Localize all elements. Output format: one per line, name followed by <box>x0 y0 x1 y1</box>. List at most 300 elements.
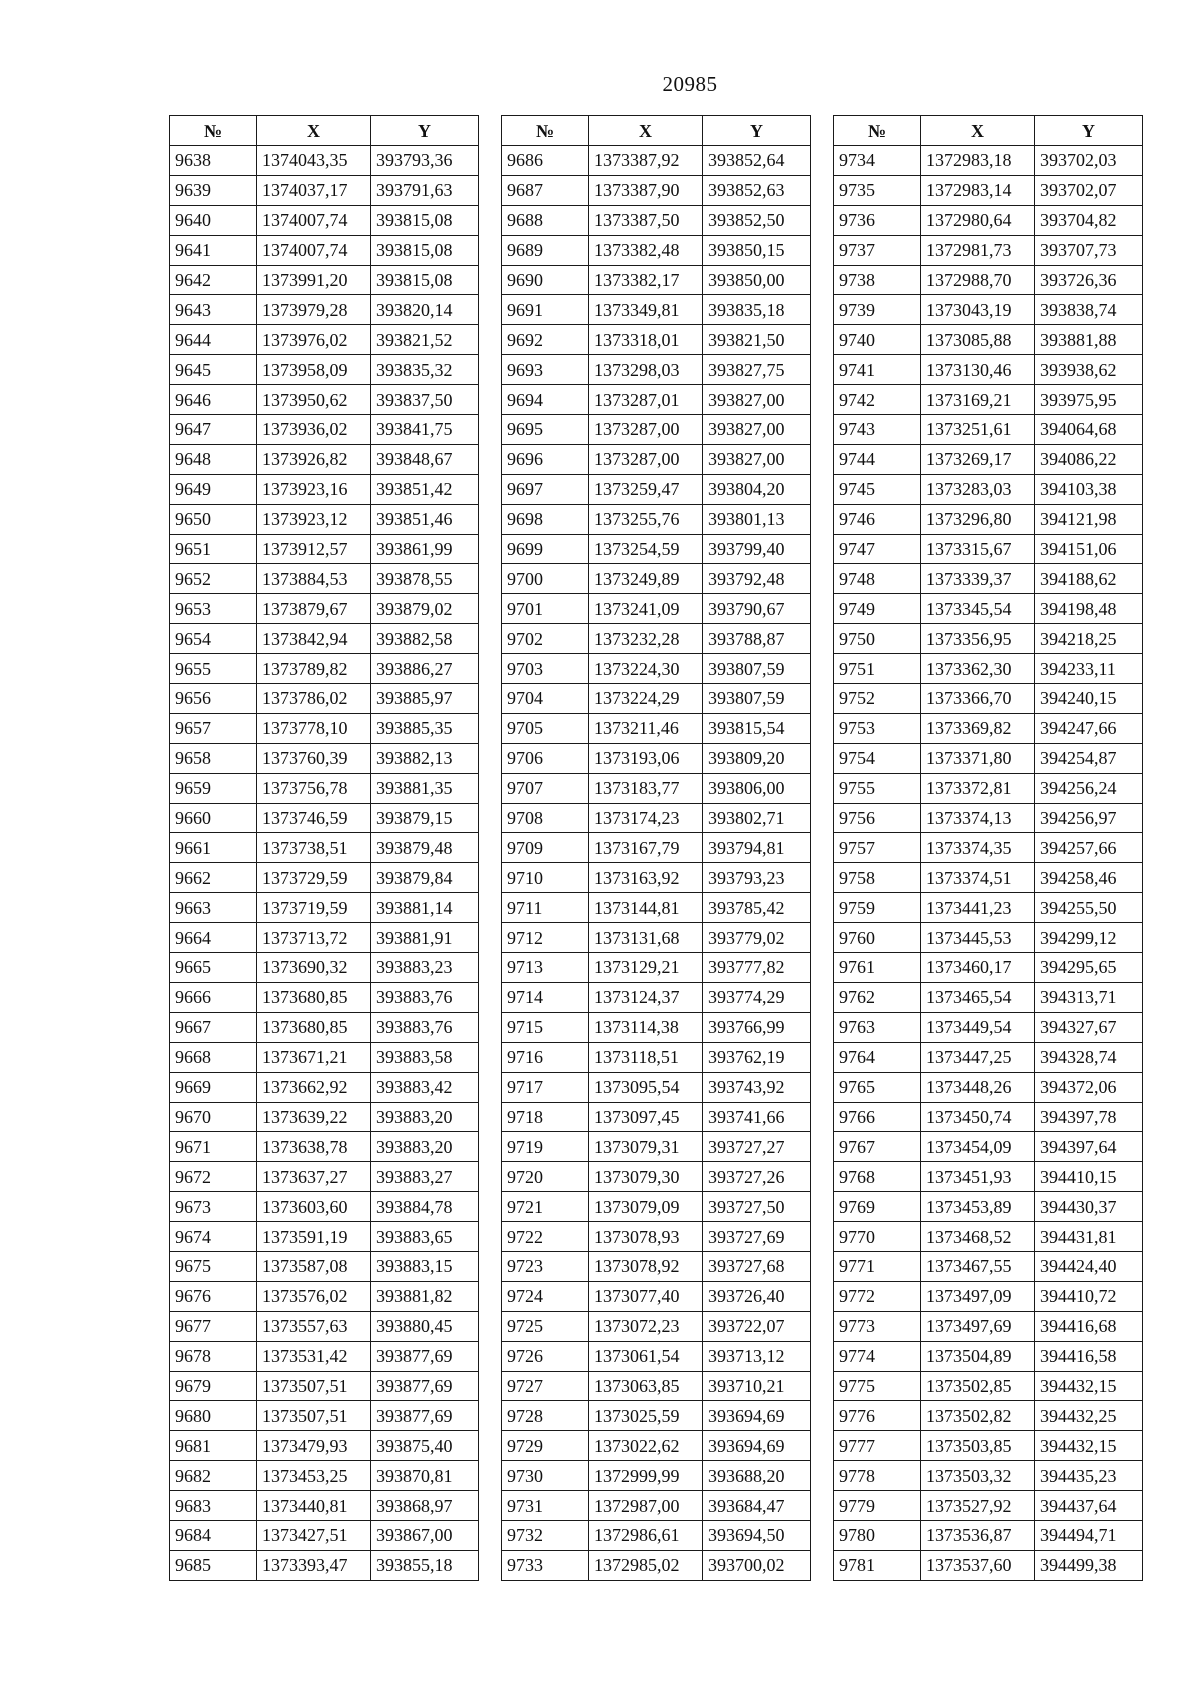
point-number-cell: 9732 <box>502 1520 589 1550</box>
point-number-cell: 9709 <box>502 833 589 863</box>
table-row <box>170 415 479 445</box>
y-coordinate-cell: 393713,12 <box>703 1341 811 1371</box>
table-row <box>502 1550 811 1580</box>
y-coordinate-cell: 393883,23 <box>371 953 479 983</box>
point-number-cell: 9686 <box>502 146 589 176</box>
table-row <box>834 1102 1143 1132</box>
point-number-cell: 9695 <box>502 415 589 445</box>
y-coordinate-cell: 393881,91 <box>371 923 479 953</box>
table-row <box>502 415 811 445</box>
y-coordinate-cell: 393802,71 <box>703 803 811 833</box>
table-row <box>170 953 479 983</box>
table-row <box>834 175 1143 205</box>
point-number-cell: 9689 <box>502 235 589 265</box>
x-coordinate-cell: 1373976,02 <box>257 325 371 355</box>
point-number-cell: 9713 <box>502 953 589 983</box>
table-row <box>502 1222 811 1252</box>
x-coordinate-cell: 1373503,85 <box>921 1431 1035 1461</box>
table-row <box>834 444 1143 474</box>
table-row <box>170 325 479 355</box>
x-coordinate-cell: 1373465,54 <box>921 982 1035 1012</box>
point-number-cell: 9668 <box>170 1042 257 1072</box>
table-row <box>834 1072 1143 1102</box>
point-number-cell: 9758 <box>834 863 921 893</box>
y-coordinate-cell: 393743,92 <box>703 1072 811 1102</box>
table-row <box>834 1222 1143 1252</box>
x-coordinate-cell: 1373454,09 <box>921 1132 1035 1162</box>
point-number-cell: 9673 <box>170 1192 257 1222</box>
table-row <box>834 295 1143 325</box>
table-row <box>834 474 1143 504</box>
x-coordinate-cell: 1373298,03 <box>589 355 703 385</box>
header-x: X <box>589 116 703 146</box>
x-coordinate-cell: 1373467,55 <box>921 1251 1035 1281</box>
header-number: № <box>834 116 921 146</box>
point-number-cell: 9672 <box>170 1162 257 1192</box>
table-row <box>170 684 479 714</box>
x-coordinate-cell: 1373923,12 <box>257 504 371 534</box>
table-row <box>502 1491 811 1521</box>
point-number-cell: 9768 <box>834 1162 921 1192</box>
x-coordinate-cell: 1373729,59 <box>257 863 371 893</box>
table-row <box>502 863 811 893</box>
y-coordinate-cell: 393762,19 <box>703 1042 811 1072</box>
y-coordinate-cell: 394494,71 <box>1035 1520 1143 1550</box>
x-coordinate-cell: 1373345,54 <box>921 594 1035 624</box>
y-coordinate-cell: 393883,76 <box>371 982 479 1012</box>
x-coordinate-cell: 1373950,62 <box>257 385 371 415</box>
y-coordinate-cell: 394432,25 <box>1035 1401 1143 1431</box>
y-coordinate-cell: 393694,69 <box>703 1431 811 1461</box>
y-coordinate-cell: 393702,07 <box>1035 175 1143 205</box>
point-number-cell: 9763 <box>834 1012 921 1042</box>
table-header-row <box>834 116 1143 146</box>
point-number-cell: 9751 <box>834 654 921 684</box>
header-number: № <box>170 116 257 146</box>
x-coordinate-cell: 1373502,82 <box>921 1401 1035 1431</box>
y-coordinate-cell: 393882,13 <box>371 743 479 773</box>
point-number-cell: 9764 <box>834 1042 921 1072</box>
point-number-cell: 9757 <box>834 833 921 863</box>
y-coordinate-cell: 393883,58 <box>371 1042 479 1072</box>
y-coordinate-cell: 393861,99 <box>371 534 479 564</box>
point-number-cell: 9755 <box>834 773 921 803</box>
table-row <box>170 1491 479 1521</box>
table-row <box>834 743 1143 773</box>
point-number-cell: 9711 <box>502 893 589 923</box>
x-coordinate-cell: 1373576,02 <box>257 1281 371 1311</box>
point-number-cell: 9739 <box>834 295 921 325</box>
point-number-cell: 9688 <box>502 205 589 235</box>
y-coordinate-cell: 394431,81 <box>1035 1222 1143 1252</box>
table-row <box>834 1132 1143 1162</box>
point-number-cell: 9645 <box>170 355 257 385</box>
y-coordinate-cell: 393850,00 <box>703 265 811 295</box>
y-coordinate-cell: 393799,40 <box>703 534 811 564</box>
table-row <box>834 1251 1143 1281</box>
y-coordinate-cell: 393726,36 <box>1035 265 1143 295</box>
point-number-cell: 9682 <box>170 1461 257 1491</box>
y-coordinate-cell: 393827,00 <box>703 385 811 415</box>
point-number-cell: 9676 <box>170 1281 257 1311</box>
x-coordinate-cell: 1373144,81 <box>589 893 703 923</box>
y-coordinate-cell: 394258,46 <box>1035 863 1143 893</box>
table-header-row <box>170 116 479 146</box>
table-row <box>502 624 811 654</box>
table-row <box>502 1162 811 1192</box>
point-number-cell: 9710 <box>502 863 589 893</box>
y-coordinate-cell: 393883,15 <box>371 1251 479 1281</box>
point-number-cell: 9680 <box>170 1401 257 1431</box>
x-coordinate-cell: 1373183,77 <box>589 773 703 803</box>
x-coordinate-cell: 1373445,53 <box>921 923 1035 953</box>
table-row <box>502 1371 811 1401</box>
y-coordinate-cell: 394240,15 <box>1035 684 1143 714</box>
point-number-cell: 9651 <box>170 534 257 564</box>
x-coordinate-cell: 1372985,02 <box>589 1550 703 1580</box>
point-number-cell: 9639 <box>170 175 257 205</box>
y-coordinate-cell: 393877,69 <box>371 1401 479 1431</box>
y-coordinate-cell: 393883,20 <box>371 1132 479 1162</box>
table-row <box>170 594 479 624</box>
y-coordinate-cell: 393777,82 <box>703 953 811 983</box>
table-row <box>502 444 811 474</box>
x-coordinate-cell: 1373468,52 <box>921 1222 1035 1252</box>
point-number-cell: 9653 <box>170 594 257 624</box>
point-number-cell: 9697 <box>502 474 589 504</box>
point-number-cell: 9756 <box>834 803 921 833</box>
table-row <box>170 235 479 265</box>
point-number-cell: 9685 <box>170 1550 257 1580</box>
y-coordinate-cell: 393877,69 <box>371 1341 479 1371</box>
point-number-cell: 9642 <box>170 265 257 295</box>
y-coordinate-cell: 394372,06 <box>1035 1072 1143 1102</box>
x-coordinate-cell: 1373441,23 <box>921 893 1035 923</box>
y-coordinate-cell: 393785,42 <box>703 893 811 923</box>
point-number-cell: 9748 <box>834 564 921 594</box>
x-coordinate-cell: 1373789,82 <box>257 654 371 684</box>
table-row <box>834 1341 1143 1371</box>
table-row <box>170 1371 479 1401</box>
x-coordinate-cell: 1373349,81 <box>589 295 703 325</box>
x-coordinate-cell: 1374007,74 <box>257 205 371 235</box>
x-coordinate-cell: 1373369,82 <box>921 713 1035 743</box>
point-number-cell: 9708 <box>502 803 589 833</box>
point-number-cell: 9775 <box>834 1371 921 1401</box>
point-number-cell: 9643 <box>170 295 257 325</box>
point-number-cell: 9781 <box>834 1550 921 1580</box>
y-coordinate-cell: 394328,74 <box>1035 1042 1143 1072</box>
point-number-cell: 9714 <box>502 982 589 1012</box>
point-number-cell: 9721 <box>502 1192 589 1222</box>
point-number-cell: 9663 <box>170 893 257 923</box>
y-coordinate-cell: 393807,59 <box>703 654 811 684</box>
y-coordinate-cell: 394410,15 <box>1035 1162 1143 1192</box>
table-row <box>170 923 479 953</box>
point-number-cell: 9735 <box>834 175 921 205</box>
y-coordinate-cell: 393807,59 <box>703 684 811 714</box>
table-row <box>834 1281 1143 1311</box>
y-coordinate-cell: 393879,48 <box>371 833 479 863</box>
point-number-cell: 9746 <box>834 504 921 534</box>
y-coordinate-cell: 393867,00 <box>371 1520 479 1550</box>
coordinates-table-3 <box>833 115 1143 1581</box>
x-coordinate-cell: 1373460,17 <box>921 953 1035 983</box>
point-number-cell: 9733 <box>502 1550 589 1580</box>
table-row <box>834 504 1143 534</box>
point-number-cell: 9649 <box>170 474 257 504</box>
x-coordinate-cell: 1373991,20 <box>257 265 371 295</box>
table-row <box>502 1102 811 1132</box>
table-row <box>170 1192 479 1222</box>
x-coordinate-cell: 1372988,70 <box>921 265 1035 295</box>
x-coordinate-cell: 1372999,99 <box>589 1461 703 1491</box>
point-number-cell: 9759 <box>834 893 921 923</box>
table-row <box>502 684 811 714</box>
point-number-cell: 9747 <box>834 534 921 564</box>
y-coordinate-cell: 394218,25 <box>1035 624 1143 654</box>
table-row <box>502 1042 811 1072</box>
point-number-cell: 9692 <box>502 325 589 355</box>
table-row <box>502 474 811 504</box>
y-coordinate-cell: 393875,40 <box>371 1431 479 1461</box>
point-number-cell: 9769 <box>834 1192 921 1222</box>
x-coordinate-cell: 1373936,02 <box>257 415 371 445</box>
table-row <box>502 743 811 773</box>
x-coordinate-cell: 1373387,50 <box>589 205 703 235</box>
y-coordinate-cell: 393827,75 <box>703 355 811 385</box>
table-row <box>502 1192 811 1222</box>
x-coordinate-cell: 1373603,60 <box>257 1192 371 1222</box>
header-x: X <box>921 116 1035 146</box>
point-number-cell: 9742 <box>834 385 921 415</box>
y-coordinate-cell: 393883,42 <box>371 1072 479 1102</box>
x-coordinate-cell: 1373163,92 <box>589 863 703 893</box>
x-coordinate-cell: 1373224,29 <box>589 684 703 714</box>
point-number-cell: 9701 <box>502 594 589 624</box>
y-coordinate-cell: 394424,40 <box>1035 1251 1143 1281</box>
table-row <box>502 833 811 863</box>
point-number-cell: 9684 <box>170 1520 257 1550</box>
x-coordinate-cell: 1373254,59 <box>589 534 703 564</box>
y-coordinate-cell: 393700,02 <box>703 1550 811 1580</box>
point-number-cell: 9749 <box>834 594 921 624</box>
x-coordinate-cell: 1372980,64 <box>921 205 1035 235</box>
x-coordinate-cell: 1373114,38 <box>589 1012 703 1042</box>
y-coordinate-cell: 393851,42 <box>371 474 479 504</box>
x-coordinate-cell: 1373760,39 <box>257 743 371 773</box>
y-coordinate-cell: 393815,54 <box>703 713 811 743</box>
x-coordinate-cell: 1373671,21 <box>257 1042 371 1072</box>
table-row <box>170 624 479 654</box>
table-row <box>834 1461 1143 1491</box>
y-coordinate-cell: 393883,65 <box>371 1222 479 1252</box>
point-number-cell: 9670 <box>170 1102 257 1132</box>
table-row <box>834 713 1143 743</box>
point-number-cell: 9659 <box>170 773 257 803</box>
x-coordinate-cell: 1372983,18 <box>921 146 1035 176</box>
table-row <box>502 295 811 325</box>
table-row <box>170 1401 479 1431</box>
point-number-cell: 9707 <box>502 773 589 803</box>
table-row <box>502 654 811 684</box>
point-number-cell: 9650 <box>170 504 257 534</box>
x-coordinate-cell: 1373453,25 <box>257 1461 371 1491</box>
table-row <box>502 175 811 205</box>
x-coordinate-cell: 1373507,51 <box>257 1371 371 1401</box>
x-coordinate-cell: 1373063,85 <box>589 1371 703 1401</box>
x-coordinate-cell: 1373079,31 <box>589 1132 703 1162</box>
point-number-cell: 9744 <box>834 444 921 474</box>
table-row <box>170 1311 479 1341</box>
point-number-cell: 9754 <box>834 743 921 773</box>
x-coordinate-cell: 1373479,93 <box>257 1431 371 1461</box>
point-number-cell: 9669 <box>170 1072 257 1102</box>
x-coordinate-cell: 1373527,92 <box>921 1491 1035 1521</box>
point-number-cell: 9762 <box>834 982 921 1012</box>
y-coordinate-cell: 394432,15 <box>1035 1431 1143 1461</box>
table-row <box>170 1461 479 1491</box>
table-row <box>170 504 479 534</box>
point-number-cell: 9779 <box>834 1491 921 1521</box>
x-coordinate-cell: 1373639,22 <box>257 1102 371 1132</box>
table-row <box>502 1281 811 1311</box>
y-coordinate-cell: 393710,21 <box>703 1371 811 1401</box>
point-number-cell: 9696 <box>502 444 589 474</box>
x-coordinate-cell: 1373129,21 <box>589 953 703 983</box>
point-number-cell: 9694 <box>502 385 589 415</box>
x-coordinate-cell: 1373283,03 <box>921 474 1035 504</box>
x-coordinate-cell: 1373662,92 <box>257 1072 371 1102</box>
table-row <box>170 1281 479 1311</box>
y-coordinate-cell: 393722,07 <box>703 1311 811 1341</box>
point-number-cell: 9705 <box>502 713 589 743</box>
x-coordinate-cell: 1373095,54 <box>589 1072 703 1102</box>
x-coordinate-cell: 1373440,81 <box>257 1491 371 1521</box>
table-row <box>834 1431 1143 1461</box>
table-row <box>170 175 479 205</box>
y-coordinate-cell: 393793,23 <box>703 863 811 893</box>
x-coordinate-cell: 1373504,89 <box>921 1341 1035 1371</box>
y-coordinate-cell: 393879,02 <box>371 594 479 624</box>
point-number-cell: 9770 <box>834 1222 921 1252</box>
table-row <box>834 684 1143 714</box>
point-number-cell: 9767 <box>834 1132 921 1162</box>
y-coordinate-cell: 393879,84 <box>371 863 479 893</box>
point-number-cell: 9699 <box>502 534 589 564</box>
y-coordinate-cell: 394430,37 <box>1035 1192 1143 1222</box>
table-row <box>834 893 1143 923</box>
x-coordinate-cell: 1373224,30 <box>589 654 703 684</box>
table-row <box>170 1102 479 1132</box>
y-coordinate-cell: 393801,13 <box>703 504 811 534</box>
table-row <box>502 1341 811 1371</box>
point-number-cell: 9665 <box>170 953 257 983</box>
y-coordinate-cell: 394188,62 <box>1035 564 1143 594</box>
point-number-cell: 9729 <box>502 1431 589 1461</box>
table-row <box>170 982 479 1012</box>
point-number-cell: 9738 <box>834 265 921 295</box>
point-number-cell: 9774 <box>834 1341 921 1371</box>
point-number-cell: 9679 <box>170 1371 257 1401</box>
y-coordinate-cell: 393806,00 <box>703 773 811 803</box>
point-number-cell: 9715 <box>502 1012 589 1042</box>
x-coordinate-cell: 1373738,51 <box>257 833 371 863</box>
x-coordinate-cell: 1373079,09 <box>589 1192 703 1222</box>
x-coordinate-cell: 1373061,54 <box>589 1341 703 1371</box>
table-row <box>170 1012 479 1042</box>
x-coordinate-cell: 1373448,26 <box>921 1072 1035 1102</box>
x-coordinate-cell: 1373315,67 <box>921 534 1035 564</box>
header-y: Y <box>1035 116 1143 146</box>
table-row <box>170 1042 479 1072</box>
table-row <box>170 833 479 863</box>
point-number-cell: 9722 <box>502 1222 589 1252</box>
table-row <box>834 1192 1143 1222</box>
x-coordinate-cell: 1373503,32 <box>921 1461 1035 1491</box>
y-coordinate-cell: 394233,11 <box>1035 654 1143 684</box>
x-coordinate-cell: 1373374,13 <box>921 803 1035 833</box>
y-coordinate-cell: 393821,50 <box>703 325 811 355</box>
y-coordinate-cell: 393821,52 <box>371 325 479 355</box>
x-coordinate-cell: 1373287,00 <box>589 415 703 445</box>
point-number-cell: 9743 <box>834 415 921 445</box>
point-number-cell: 9640 <box>170 205 257 235</box>
y-coordinate-cell: 394254,87 <box>1035 743 1143 773</box>
point-number-cell: 9666 <box>170 982 257 1012</box>
x-coordinate-cell: 1373531,42 <box>257 1341 371 1371</box>
x-coordinate-cell: 1373085,88 <box>921 325 1035 355</box>
x-coordinate-cell: 1373372,81 <box>921 773 1035 803</box>
table-row <box>502 1520 811 1550</box>
y-coordinate-cell: 393852,50 <box>703 205 811 235</box>
page-number: 20985 <box>662 72 718 96</box>
table-row <box>170 1431 479 1461</box>
x-coordinate-cell: 1373979,28 <box>257 295 371 325</box>
table-row <box>834 564 1143 594</box>
y-coordinate-cell: 394257,66 <box>1035 833 1143 863</box>
point-number-cell: 9741 <box>834 355 921 385</box>
point-number-cell: 9638 <box>170 146 257 176</box>
y-coordinate-cell: 393878,55 <box>371 564 479 594</box>
point-number-cell: 9777 <box>834 1431 921 1461</box>
x-coordinate-cell: 1373637,27 <box>257 1162 371 1192</box>
table-row <box>502 982 811 1012</box>
y-coordinate-cell: 393727,27 <box>703 1132 811 1162</box>
y-coordinate-cell: 394416,58 <box>1035 1341 1143 1371</box>
x-coordinate-cell: 1373497,09 <box>921 1281 1035 1311</box>
table-row <box>170 534 479 564</box>
point-number-cell: 9765 <box>834 1072 921 1102</box>
y-coordinate-cell: 393794,81 <box>703 833 811 863</box>
table-row <box>170 893 479 923</box>
header-number: № <box>502 116 589 146</box>
x-coordinate-cell: 1373241,09 <box>589 594 703 624</box>
y-coordinate-cell: 393815,08 <box>371 205 479 235</box>
table-row <box>834 1012 1143 1042</box>
y-coordinate-cell: 394499,38 <box>1035 1550 1143 1580</box>
point-number-cell: 9691 <box>502 295 589 325</box>
y-coordinate-cell: 394247,66 <box>1035 713 1143 743</box>
table-row <box>502 1461 811 1491</box>
y-coordinate-cell: 393790,67 <box>703 594 811 624</box>
table-row <box>170 1222 479 1252</box>
y-coordinate-cell: 393779,02 <box>703 923 811 953</box>
x-coordinate-cell: 1373193,06 <box>589 743 703 773</box>
x-coordinate-cell: 1373387,90 <box>589 175 703 205</box>
table-row <box>834 1520 1143 1550</box>
point-number-cell: 9719 <box>502 1132 589 1162</box>
